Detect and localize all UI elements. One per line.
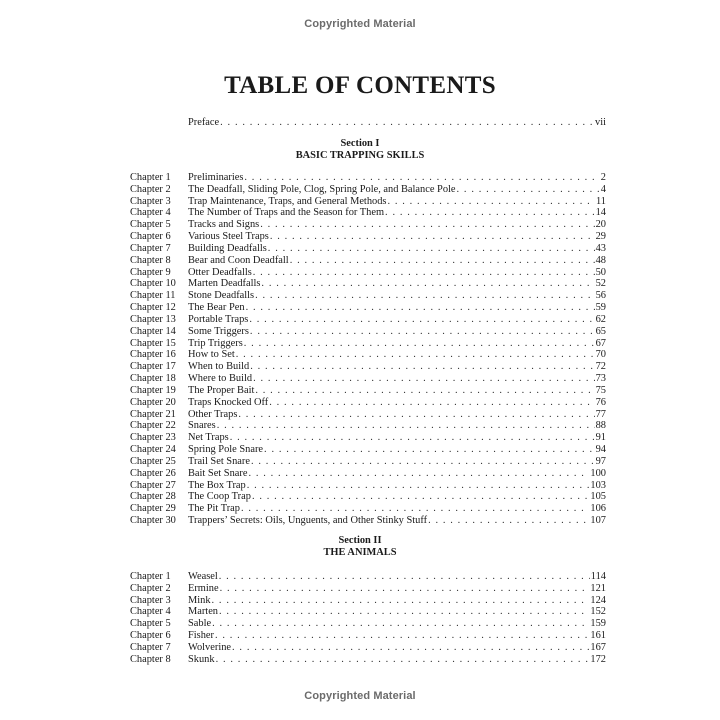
chapter-label: Chapter 10 xyxy=(130,278,176,290)
preface-label: Preface xyxy=(188,117,220,128)
chapter-label: Chapter 21 xyxy=(130,408,176,420)
toc-entry[interactable] xyxy=(130,290,606,302)
chapter-title: The Pit Trap xyxy=(188,503,240,515)
chapter-title: Marten xyxy=(188,606,219,618)
chapter-title: The Bear Pen xyxy=(188,302,245,314)
chapter-title: Stone Deadfalls xyxy=(188,290,255,302)
chapter-label: Chapter 8 xyxy=(130,653,171,665)
chapter-label: Chapter 7 xyxy=(130,242,171,254)
chapter-page-number: 70 xyxy=(595,349,606,361)
toc-entry[interactable] xyxy=(130,243,606,255)
copyright-notice-top: Copyrighted Material xyxy=(304,18,416,30)
chapter-label: Chapter 4 xyxy=(130,606,171,618)
toc-entry[interactable] xyxy=(130,480,606,492)
toc-entry[interactable] xyxy=(130,196,606,208)
chapter-page-number: 161 xyxy=(590,630,606,642)
chapter-label: Chapter 30 xyxy=(130,515,176,527)
chapter-title: Marten Deadfalls xyxy=(188,278,261,290)
section-number-label: Section II xyxy=(338,535,382,546)
chapter-page-number: 76 xyxy=(595,396,606,408)
toc-entry[interactable] xyxy=(130,618,606,630)
chapter-label: Chapter 1 xyxy=(130,571,171,582)
chapter-page-number: 67 xyxy=(595,337,606,349)
chapter-page-number: 77 xyxy=(595,408,606,420)
section-heading-2 xyxy=(0,535,720,559)
chapter-list-section-1 xyxy=(130,172,606,527)
chapter-label: Chapter 25 xyxy=(130,455,176,467)
section-name: BASIC TRAPPING SKILLS xyxy=(295,150,425,161)
chapter-title: Spring Pole Snare xyxy=(188,444,264,456)
chapter-title: Where to Build xyxy=(188,373,253,385)
chapter-title: The Proper Bait xyxy=(188,384,255,396)
chapter-page-number: 14 xyxy=(595,207,606,219)
section-number-label: Section I xyxy=(340,138,380,149)
chapter-page-number: 114 xyxy=(590,571,606,582)
toc-entry[interactable] xyxy=(130,397,606,409)
toc-entry[interactable] xyxy=(130,278,606,290)
chapter-page-number: 105 xyxy=(590,491,606,503)
chapter-label: Chapter 8 xyxy=(130,254,171,266)
dot-leader xyxy=(261,278,594,290)
chapter-page-number: 103 xyxy=(590,479,606,491)
chapter-label: Chapter 20 xyxy=(130,396,176,408)
chapter-label: Chapter 5 xyxy=(130,219,171,231)
chapter-label: Chapter 4 xyxy=(130,207,171,219)
toc-entry-preface[interactable] xyxy=(188,117,606,129)
dot-leader xyxy=(215,630,589,642)
toc-entry[interactable] xyxy=(130,444,606,456)
chapter-title: The Deadfall, Sliding Pole, Clog, Spring Pole, and Balance Pole xyxy=(188,183,456,195)
chapter-title: Snares xyxy=(188,420,216,432)
chapter-title: Trap Maintenance, Traps, and General Methods xyxy=(188,195,387,207)
toc-entry[interactable] xyxy=(130,172,606,184)
toc-entry[interactable] xyxy=(130,409,606,421)
chapter-page-number: 73 xyxy=(595,373,606,385)
toc-entry[interactable] xyxy=(130,654,606,666)
dot-leader xyxy=(250,361,594,373)
chapter-title: Traps Knocked Off xyxy=(188,396,269,408)
chapter-page-number: 4 xyxy=(600,183,606,195)
chapter-page-number: 50 xyxy=(595,266,606,278)
toc-entry[interactable] xyxy=(130,491,606,503)
chapter-list-section-2 xyxy=(130,571,606,666)
chapter-title: Bear and Coon Deadfall xyxy=(188,254,289,266)
chapter-label: Chapter 26 xyxy=(130,467,176,479)
chapter-title: Wolverine xyxy=(188,641,232,653)
dot-leader xyxy=(268,243,595,255)
dot-leader xyxy=(253,267,595,279)
dot-leader xyxy=(250,326,595,338)
chapter-label: Chapter 17 xyxy=(130,361,176,373)
preface-page-number: vii xyxy=(595,117,606,128)
dot-leader xyxy=(457,184,600,196)
dot-leader xyxy=(270,231,595,243)
toc-entry[interactable] xyxy=(130,515,606,527)
dot-leader xyxy=(220,117,594,129)
dot-leader xyxy=(255,385,594,397)
chapter-label: Chapter 16 xyxy=(130,349,176,361)
dot-leader xyxy=(244,338,595,350)
chapter-label: Chapter 15 xyxy=(130,337,176,349)
chapter-title: Skunk xyxy=(188,653,215,665)
toc-entry[interactable] xyxy=(130,302,606,314)
toc-entry[interactable] xyxy=(130,373,606,385)
chapter-title: Some Triggers xyxy=(188,325,249,337)
chapter-title: Weasel xyxy=(188,571,218,582)
chapter-page-number: 124 xyxy=(590,594,606,606)
chapter-label: Chapter 23 xyxy=(130,432,176,444)
toc-entry[interactable] xyxy=(130,219,606,231)
dot-leader xyxy=(220,583,590,595)
dot-leader xyxy=(238,409,594,421)
toc-entry[interactable] xyxy=(130,314,606,326)
toc-entry[interactable] xyxy=(130,385,606,397)
chapter-page-number: 48 xyxy=(595,254,606,266)
chapter-page-number: 91 xyxy=(595,432,606,444)
page-title: TABLE OF CONTENTS xyxy=(224,72,496,99)
chapter-label: Chapter 29 xyxy=(130,503,176,515)
chapter-label: Chapter 28 xyxy=(130,491,176,503)
chapter-label: Chapter 6 xyxy=(130,630,171,642)
chapter-page-number: 75 xyxy=(595,384,606,396)
chapter-title: The Number of Traps and the Season for Them xyxy=(188,207,385,219)
chapter-page-number: 11 xyxy=(595,195,606,207)
chapter-page-number: 62 xyxy=(595,313,606,325)
chapter-label: Chapter 13 xyxy=(130,313,176,325)
chapter-page-number: 56 xyxy=(595,290,606,302)
chapter-title: The Coop Trap xyxy=(188,491,251,503)
toc-entry[interactable] xyxy=(130,326,606,338)
toc-entry[interactable] xyxy=(130,571,606,583)
dot-leader xyxy=(251,456,595,468)
dot-leader xyxy=(248,468,589,480)
chapter-page-number: 107 xyxy=(590,515,606,527)
chapter-title: Bait Set Snare xyxy=(188,467,248,479)
dot-leader xyxy=(247,480,590,492)
dot-leader xyxy=(212,618,589,630)
toc-entry[interactable] xyxy=(130,595,606,607)
chapter-label: Chapter 11 xyxy=(130,290,176,302)
chapter-page-number: 72 xyxy=(595,361,606,373)
dot-leader xyxy=(264,444,595,456)
dot-leader xyxy=(249,314,594,326)
chapter-title: Building Deadfalls xyxy=(188,242,267,254)
chapter-title: The Box Trap xyxy=(188,479,246,491)
section-name: THE ANIMALS xyxy=(323,547,397,558)
chapter-page-number: 65 xyxy=(595,325,606,337)
chapter-title: Sable xyxy=(188,618,212,630)
chapter-label: Chapter 22 xyxy=(130,420,176,432)
dot-leader xyxy=(385,207,595,219)
dot-leader xyxy=(387,196,595,208)
dot-leader xyxy=(244,172,599,184)
chapter-label: Chapter 3 xyxy=(130,594,171,606)
chapter-label: Chapter 5 xyxy=(130,618,171,630)
toc-entry[interactable] xyxy=(130,361,606,373)
chapter-title: Trail Set Snare xyxy=(188,455,250,467)
dot-leader xyxy=(236,349,595,361)
chapter-page-number: 106 xyxy=(590,503,606,515)
chapter-page-number: 97 xyxy=(595,455,606,467)
chapter-label: Chapter 9 xyxy=(130,266,171,278)
chapter-label: Chapter 7 xyxy=(130,641,171,653)
dot-leader xyxy=(230,432,595,444)
dot-leader xyxy=(269,397,594,409)
dot-leader xyxy=(232,642,589,654)
dot-leader xyxy=(252,491,589,503)
chapter-page-number: 43 xyxy=(595,242,606,254)
chapter-title: How to Set xyxy=(188,349,235,361)
toc-entry[interactable] xyxy=(130,503,606,515)
dot-leader xyxy=(219,606,589,618)
chapter-page-number: 52 xyxy=(595,278,606,290)
toc-entry[interactable] xyxy=(130,432,606,444)
dot-leader xyxy=(216,654,590,666)
chapter-page-number: 152 xyxy=(590,606,606,618)
chapter-page-number: 88 xyxy=(595,420,606,432)
dot-leader xyxy=(290,255,595,267)
chapter-title: Preliminaries xyxy=(188,172,244,183)
chapter-page-number: 20 xyxy=(595,219,606,231)
section-heading-1 xyxy=(0,138,720,162)
chapter-title: Ermine xyxy=(188,582,219,594)
chapter-title: Fisher xyxy=(188,630,214,642)
dot-leader xyxy=(253,373,595,385)
chapter-label: Chapter 19 xyxy=(130,384,176,396)
chapter-title: Tracks and Signs xyxy=(188,219,260,231)
chapter-title: Portable Traps xyxy=(188,313,249,325)
dot-leader xyxy=(217,420,595,432)
toc-entry[interactable] xyxy=(130,349,606,361)
toc-entry[interactable] xyxy=(130,468,606,480)
chapter-page-number: 59 xyxy=(595,302,606,314)
toc-entry[interactable] xyxy=(130,420,606,432)
chapter-page-number: 167 xyxy=(590,641,606,653)
chapter-page-number: 94 xyxy=(595,444,606,456)
chapter-label: Chapter 18 xyxy=(130,373,176,385)
toc-entry[interactable] xyxy=(130,642,606,654)
dot-leader xyxy=(212,595,590,607)
chapter-page-number: 121 xyxy=(590,582,606,594)
chapter-label: Chapter 6 xyxy=(130,231,171,243)
dot-leader xyxy=(260,219,594,231)
chapter-title: Otter Deadfalls xyxy=(188,266,252,278)
chapter-label: Chapter 1 xyxy=(130,172,171,183)
chapter-page-number: 29 xyxy=(595,231,606,243)
dot-leader xyxy=(219,571,590,583)
dot-leader xyxy=(246,302,595,314)
toc-entry[interactable] xyxy=(130,630,606,642)
chapter-title: Various Steel Traps xyxy=(188,231,269,243)
chapter-title: Net Traps xyxy=(188,432,229,444)
chapter-label: Chapter 2 xyxy=(130,582,171,594)
toc-entry[interactable] xyxy=(130,456,606,468)
chapter-title: Trappers’ Secrets: Oils, Unguents, and Other Stinky Stuff xyxy=(188,515,428,527)
chapter-page-number: 159 xyxy=(590,618,606,630)
chapter-label: Chapter 14 xyxy=(130,325,176,337)
toc-entry[interactable] xyxy=(130,267,606,279)
toc-entry[interactable] xyxy=(130,583,606,595)
chapter-label: Chapter 12 xyxy=(130,302,176,314)
chapter-title: Trip Triggers xyxy=(188,337,243,349)
chapter-title: Mink xyxy=(188,594,211,606)
toc-entry[interactable] xyxy=(130,184,606,196)
dot-leader xyxy=(241,503,589,515)
chapter-label: Chapter 2 xyxy=(130,183,171,195)
toc-entry[interactable] xyxy=(130,207,606,219)
chapter-title: Other Traps xyxy=(188,408,238,420)
chapter-page-number: 2 xyxy=(600,172,606,183)
toc-entry[interactable] xyxy=(130,338,606,350)
chapter-page-number: 100 xyxy=(590,467,606,479)
dot-leader xyxy=(428,515,589,527)
chapter-page-number: 172 xyxy=(590,653,606,665)
chapter-title: When to Build xyxy=(188,361,250,373)
chapter-label: Chapter 3 xyxy=(130,195,171,207)
chapter-label: Chapter 27 xyxy=(130,479,176,491)
copyright-notice-bottom: Copyrighted Material xyxy=(304,690,416,702)
toc-entry[interactable] xyxy=(130,255,606,267)
dot-leader xyxy=(255,290,595,302)
chapter-label: Chapter 24 xyxy=(130,444,176,456)
toc-entry[interactable] xyxy=(130,606,606,618)
toc-entry[interactable] xyxy=(130,231,606,243)
